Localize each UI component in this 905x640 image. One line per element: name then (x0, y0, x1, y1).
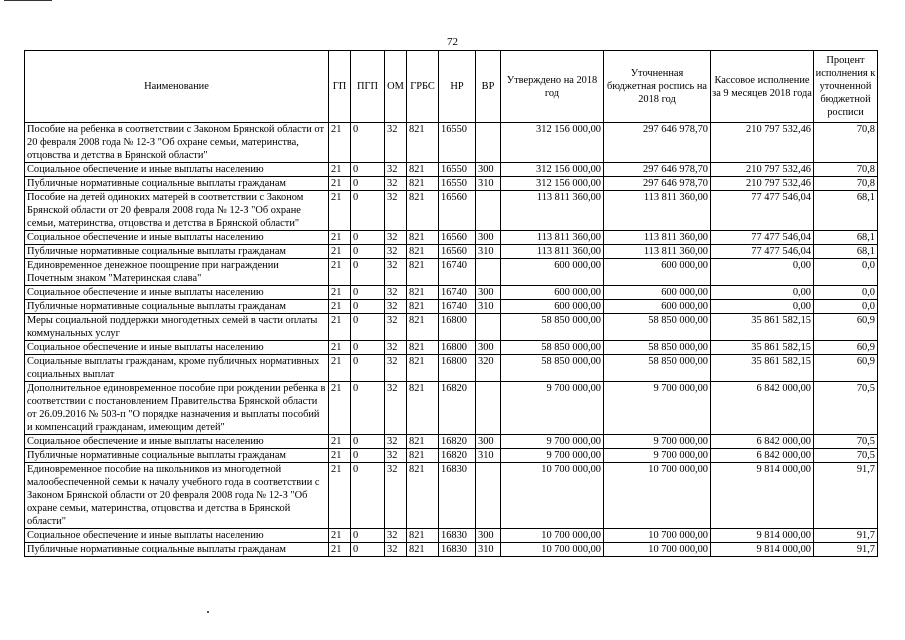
cell-nr: 16550 (439, 163, 476, 177)
cell-vr: 300 (476, 529, 501, 543)
cell-pgp: 0 (351, 259, 385, 286)
cell-om: 32 (385, 245, 407, 259)
cell-om: 32 (385, 382, 407, 435)
cell-cash: 0,00 (711, 286, 814, 300)
cell-gp: 21 (329, 163, 351, 177)
cell-name: Социальное обеспечение и иные выплаты населению (25, 231, 329, 245)
table-row (25, 231, 878, 245)
table-row (25, 314, 878, 341)
cell-nr: 16550 (439, 123, 476, 163)
cell-grbs: 821 (407, 382, 439, 435)
cell-approved: 113 811 360,00 (501, 231, 604, 245)
table-row (25, 300, 878, 314)
cell-cash: 35 861 582,15 (711, 355, 814, 382)
cell-approved: 10 700 000,00 (501, 463, 604, 529)
cell-cash: 210 797 532,46 (711, 177, 814, 191)
cell-name: Социальное обеспечение и иные выплаты населению (25, 286, 329, 300)
cell-gp: 21 (329, 341, 351, 355)
cell-grbs: 821 (407, 259, 439, 286)
cell-percent: 68,1 (814, 191, 878, 231)
table-row (25, 435, 878, 449)
cell-percent: 70,8 (814, 123, 878, 163)
cell-name: Дополнительное единовременное пособие при рождении ребенка в соответствии с постановлением Правительства Брянской области от 26.09.2016 № 503-п "О порядке назначения и выплаты пособий и компенсаций гражданам, имеющим детей" (25, 382, 329, 435)
cell-refined: 297 646 978,70 (604, 123, 711, 163)
cell-percent: 68,1 (814, 245, 878, 259)
cell-om: 32 (385, 355, 407, 382)
cell-pgp: 0 (351, 463, 385, 529)
cell-om: 32 (385, 177, 407, 191)
cell-grbs: 821 (407, 231, 439, 245)
cell-pgp: 0 (351, 355, 385, 382)
cell-approved: 113 811 360,00 (501, 245, 604, 259)
header-vr: ВР (476, 51, 501, 123)
cell-name: Единовременное денежное поощрение при награждении Почетным знаком "Материнская слава" (25, 259, 329, 286)
cell-name: Публичные нормативные социальные выплаты гражданам (25, 543, 329, 557)
cell-nr: 16800 (439, 341, 476, 355)
cell-pgp: 0 (351, 123, 385, 163)
cell-pgp: 0 (351, 191, 385, 231)
header-refined: Уточненная бюджетная роспись на 2018 год (604, 51, 711, 123)
cell-vr: 310 (476, 449, 501, 463)
cell-vr (476, 463, 501, 529)
cell-gp: 21 (329, 314, 351, 341)
cell-gp: 21 (329, 300, 351, 314)
cell-pgp: 0 (351, 286, 385, 300)
cell-nr: 16560 (439, 245, 476, 259)
table-row (25, 355, 878, 382)
cell-approved: 312 156 000,00 (501, 177, 604, 191)
cell-nr: 16560 (439, 191, 476, 231)
cell-percent: 60,9 (814, 341, 878, 355)
cell-name: Публичные нормативные социальные выплаты гражданам (25, 245, 329, 259)
cell-grbs: 821 (407, 245, 439, 259)
header-om: ОМ (385, 51, 407, 123)
cell-percent: 60,9 (814, 314, 878, 341)
cell-vr (476, 191, 501, 231)
cell-vr: 300 (476, 341, 501, 355)
cell-percent: 91,7 (814, 529, 878, 543)
cell-approved: 113 811 360,00 (501, 191, 604, 231)
cell-om: 32 (385, 191, 407, 231)
cell-refined: 113 811 360,00 (604, 245, 711, 259)
cell-cash: 77 477 546,04 (711, 231, 814, 245)
page-number: 72 (447, 36, 458, 48)
budget-table (24, 50, 878, 557)
table-row (25, 529, 878, 543)
cell-approved: 9 700 000,00 (501, 382, 604, 435)
cell-pgp: 0 (351, 435, 385, 449)
cell-percent: 70,5 (814, 382, 878, 435)
cell-cash: 210 797 532,46 (711, 123, 814, 163)
table-row (25, 191, 878, 231)
cell-om: 32 (385, 259, 407, 286)
table-row (25, 286, 878, 300)
cell-refined: 10 700 000,00 (604, 543, 711, 557)
cell-refined: 58 850 000,00 (604, 314, 711, 341)
cell-gp: 21 (329, 543, 351, 557)
header-approved: Утверждено на 2018 год (501, 51, 604, 123)
cell-name: Публичные нормативные социальные выплаты гражданам (25, 300, 329, 314)
cell-grbs: 821 (407, 449, 439, 463)
table-header-row (25, 51, 878, 123)
cell-name: Пособие на детей одиноких матерей в соответствии с Законом Брянской области от 20 февраля 2008 года № 12-З "Об охране семьи, материнства, отцовства и детства в Брянской области" (25, 191, 329, 231)
cell-percent: 0,0 (814, 300, 878, 314)
cell-percent: 0,0 (814, 286, 878, 300)
cell-cash: 9 814 000,00 (711, 529, 814, 543)
cell-percent: 60,9 (814, 355, 878, 382)
cell-om: 32 (385, 300, 407, 314)
cell-grbs: 821 (407, 191, 439, 231)
header-grbs: ГРБС (407, 51, 439, 123)
cell-name: Меры социальной поддержки многодетных семей в части оплаты коммунальных услуг (25, 314, 329, 341)
cell-om: 32 (385, 163, 407, 177)
cell-om: 32 (385, 543, 407, 557)
cell-approved: 600 000,00 (501, 259, 604, 286)
cell-percent: 68,1 (814, 231, 878, 245)
header-gp: ГП (329, 51, 351, 123)
cell-refined: 9 700 000,00 (604, 449, 711, 463)
cell-om: 32 (385, 449, 407, 463)
cell-cash: 6 842 000,00 (711, 435, 814, 449)
cell-gp: 21 (329, 449, 351, 463)
cell-name: Публичные нормативные социальные выплаты гражданам (25, 449, 329, 463)
cell-approved: 58 850 000,00 (501, 355, 604, 382)
cell-refined: 113 811 360,00 (604, 191, 711, 231)
cell-grbs: 821 (407, 177, 439, 191)
cell-vr: 310 (476, 543, 501, 557)
cell-nr: 16550 (439, 177, 476, 191)
cell-nr: 16740 (439, 300, 476, 314)
cell-gp: 21 (329, 191, 351, 231)
cell-vr: 310 (476, 177, 501, 191)
cell-percent: 0,0 (814, 259, 878, 286)
cell-nr: 16800 (439, 314, 476, 341)
cell-percent: 91,7 (814, 463, 878, 529)
cell-name: Пособие на ребенка в соответствии с Законом Брянской области от 20 февраля 2008 года № 12-З "Об охране семьи, материнства, отцовства и детства в Брянской области" (25, 123, 329, 163)
cell-vr (476, 314, 501, 341)
cell-percent: 91,7 (814, 543, 878, 557)
cell-cash: 6 842 000,00 (711, 449, 814, 463)
cell-gp: 21 (329, 355, 351, 382)
cell-om: 32 (385, 314, 407, 341)
table-row (25, 382, 878, 435)
cell-cash: 0,00 (711, 300, 814, 314)
top-rule (4, 0, 52, 1)
cell-cash: 210 797 532,46 (711, 163, 814, 177)
cell-pgp: 0 (351, 245, 385, 259)
table-row (25, 341, 878, 355)
cell-om: 32 (385, 529, 407, 543)
table-row (25, 163, 878, 177)
cell-refined: 58 850 000,00 (604, 355, 711, 382)
cell-grbs: 821 (407, 543, 439, 557)
table-row (25, 245, 878, 259)
header-percent: Процент исполнения к уточненной бюджетной росписи (814, 51, 878, 123)
cell-gp: 21 (329, 123, 351, 163)
cell-grbs: 821 (407, 341, 439, 355)
cell-nr: 16820 (439, 449, 476, 463)
cell-refined: 297 646 978,70 (604, 163, 711, 177)
cell-grbs: 821 (407, 529, 439, 543)
cell-gp: 21 (329, 259, 351, 286)
cell-refined: 297 646 978,70 (604, 177, 711, 191)
cell-approved: 58 850 000,00 (501, 341, 604, 355)
cell-vr: 310 (476, 245, 501, 259)
cell-vr (476, 123, 501, 163)
cell-nr: 16830 (439, 529, 476, 543)
cell-name: Социальное обеспечение и иные выплаты населению (25, 341, 329, 355)
cell-name: Социальное обеспечение и иные выплаты населению (25, 435, 329, 449)
header-name: Наименование (25, 51, 329, 123)
cell-grbs: 821 (407, 314, 439, 341)
cell-gp: 21 (329, 231, 351, 245)
cell-cash: 6 842 000,00 (711, 382, 814, 435)
table-row (25, 123, 878, 163)
cell-vr: 300 (476, 231, 501, 245)
cell-pgp: 0 (351, 341, 385, 355)
cell-om: 32 (385, 463, 407, 529)
cell-refined: 600 000,00 (604, 300, 711, 314)
table-row (25, 177, 878, 191)
cell-vr (476, 259, 501, 286)
cell-approved: 58 850 000,00 (501, 314, 604, 341)
cell-approved: 600 000,00 (501, 286, 604, 300)
cell-gp: 21 (329, 177, 351, 191)
cell-grbs: 821 (407, 123, 439, 163)
cell-gp: 21 (329, 382, 351, 435)
cell-approved: 600 000,00 (501, 300, 604, 314)
cell-approved: 312 156 000,00 (501, 163, 604, 177)
cell-om: 32 (385, 341, 407, 355)
cell-gp: 21 (329, 245, 351, 259)
cell-refined: 113 811 360,00 (604, 231, 711, 245)
cell-name: Социальные выплаты гражданам, кроме публичных нормативных социальных выплат (25, 355, 329, 382)
cell-vr: 300 (476, 435, 501, 449)
cell-refined: 58 850 000,00 (604, 341, 711, 355)
cell-approved: 312 156 000,00 (501, 123, 604, 163)
cell-pgp: 0 (351, 231, 385, 245)
cell-cash: 9 814 000,00 (711, 463, 814, 529)
header-cash: Кассовое исполнение за 9 месяцев 2018 года (711, 51, 814, 123)
cell-percent: 70,8 (814, 177, 878, 191)
cell-cash: 35 861 582,15 (711, 314, 814, 341)
cell-cash: 77 477 546,04 (711, 191, 814, 231)
cell-pgp: 0 (351, 163, 385, 177)
cell-name: Публичные нормативные социальные выплаты гражданам (25, 177, 329, 191)
cell-nr: 16830 (439, 463, 476, 529)
cell-approved: 10 700 000,00 (501, 543, 604, 557)
cell-name: Социальное обеспечение и иные выплаты населению (25, 529, 329, 543)
cell-approved: 10 700 000,00 (501, 529, 604, 543)
cell-cash: 9 814 000,00 (711, 543, 814, 557)
cell-grbs: 821 (407, 435, 439, 449)
cell-percent: 70,8 (814, 163, 878, 177)
cell-gp: 21 (329, 286, 351, 300)
cell-grbs: 821 (407, 286, 439, 300)
cell-refined: 10 700 000,00 (604, 463, 711, 529)
cell-approved: 9 700 000,00 (501, 449, 604, 463)
cell-pgp: 0 (351, 382, 385, 435)
table-row (25, 449, 878, 463)
cell-cash: 0,00 (711, 259, 814, 286)
cell-om: 32 (385, 123, 407, 163)
cell-cash: 35 861 582,15 (711, 341, 814, 355)
table-row (25, 259, 878, 286)
cell-percent: 70,5 (814, 449, 878, 463)
cell-om: 32 (385, 286, 407, 300)
cell-grbs: 821 (407, 300, 439, 314)
cell-nr: 16820 (439, 382, 476, 435)
cell-grbs: 821 (407, 355, 439, 382)
cell-cash: 77 477 546,04 (711, 245, 814, 259)
cell-vr: 320 (476, 355, 501, 382)
cell-pgp: 0 (351, 529, 385, 543)
cell-grbs: 821 (407, 463, 439, 529)
cell-pgp: 0 (351, 177, 385, 191)
cell-refined: 9 700 000,00 (604, 435, 711, 449)
cell-nr: 16740 (439, 286, 476, 300)
cell-vr: 300 (476, 286, 501, 300)
cell-om: 32 (385, 435, 407, 449)
cell-pgp: 0 (351, 314, 385, 341)
cell-refined: 600 000,00 (604, 259, 711, 286)
cell-vr: 310 (476, 300, 501, 314)
cell-approved: 9 700 000,00 (501, 435, 604, 449)
cell-pgp: 0 (351, 300, 385, 314)
cell-nr: 16560 (439, 231, 476, 245)
cell-vr: 300 (476, 163, 501, 177)
cell-nr: 16820 (439, 435, 476, 449)
cell-nr: 16830 (439, 543, 476, 557)
cell-pgp: 0 (351, 543, 385, 557)
cell-name: Социальное обеспечение и иные выплаты населению (25, 163, 329, 177)
header-pgp: ПГП (351, 51, 385, 123)
table-row (25, 543, 878, 557)
table-row (25, 463, 878, 529)
cell-grbs: 821 (407, 163, 439, 177)
cell-name: Единовременное пособие на школьников из многодетной малообеспеченной семьи к началу учебного года в соответствии с Законом Брянской области от 20 февраля 2008 года № 12-З "Об охране семьи, материнства, отцовства и детства в Брянской области" (25, 463, 329, 529)
cell-gp: 21 (329, 435, 351, 449)
cell-om: 32 (385, 231, 407, 245)
cell-gp: 21 (329, 529, 351, 543)
cell-nr: 16800 (439, 355, 476, 382)
scan-speck (207, 611, 209, 613)
cell-refined: 10 700 000,00 (604, 529, 711, 543)
cell-vr (476, 382, 501, 435)
cell-nr: 16740 (439, 259, 476, 286)
cell-pgp: 0 (351, 449, 385, 463)
cell-gp: 21 (329, 463, 351, 529)
cell-refined: 600 000,00 (604, 286, 711, 300)
cell-refined: 9 700 000,00 (604, 382, 711, 435)
cell-percent: 70,5 (814, 435, 878, 449)
header-nr: НР (439, 51, 476, 123)
